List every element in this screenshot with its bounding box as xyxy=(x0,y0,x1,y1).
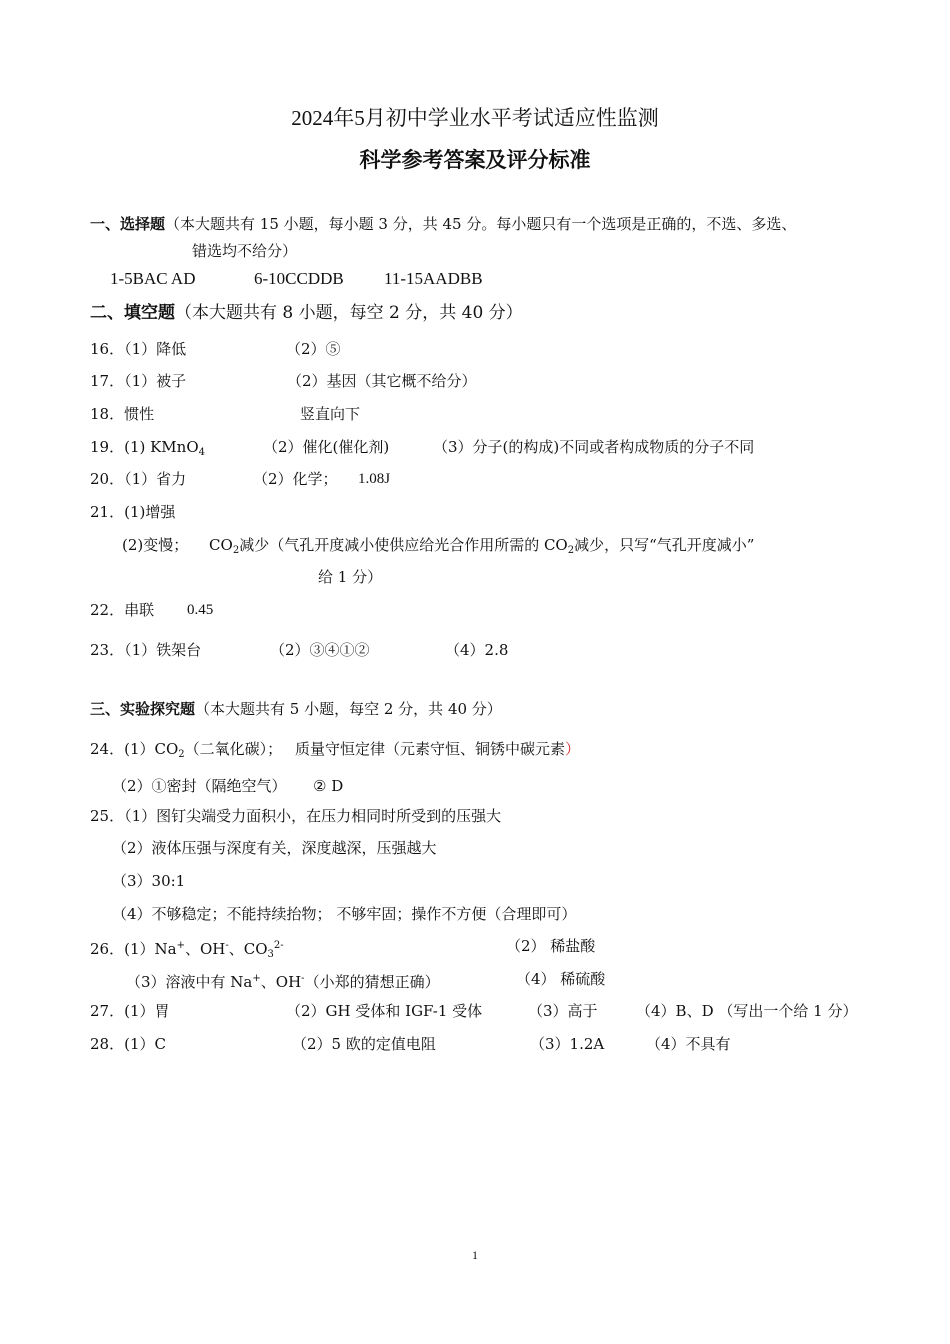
q19-formula-sub: 4 xyxy=(198,447,206,458)
q22-part1: 22．串联 xyxy=(90,601,155,619)
q19-part3: （3）分子(的构成)不同或者构成物质的分子不同 xyxy=(433,438,755,456)
q18-part1: 18．惯性 xyxy=(90,405,155,423)
q25-part1: 25．（1）图钉尖端受力面积小，在压力相同时所受到的压强大 xyxy=(90,807,502,825)
q26-part1 xyxy=(90,936,284,965)
q25-part3: （3）30:1 xyxy=(112,872,186,890)
q21-co2-text: CO xyxy=(209,536,233,554)
section2-heading: 二、填空题 xyxy=(90,303,175,323)
q24-law: 质量守恒定律（元素守恒、铜锈中碳元素 xyxy=(294,740,565,758)
q16-part1: 16．（1）降低 xyxy=(90,340,187,358)
q24-part2: （2）①密封（隔绝空气） xyxy=(112,777,287,795)
q26-na-sup: + xyxy=(176,940,185,951)
q25-part2: （2）液体压强与深度有关，深度越深，压强越大 xyxy=(112,839,437,857)
q17-part2: （2）基因（其它概不给分） xyxy=(287,372,477,390)
q21-part3: 给 1 分） xyxy=(318,568,383,586)
q23-part2: （2）③④①② xyxy=(270,641,370,659)
q21-co2-sub: 2 xyxy=(232,545,240,556)
q21-part1: 21．(1)增强 xyxy=(90,503,176,521)
q21-explanation: 减少（气孔开度减小使供应给光合作用所需的 CO xyxy=(239,536,568,554)
q21-part2: (2)变慢； xyxy=(122,536,189,554)
q26-c-text: （3）溶液中有 Na xyxy=(126,973,253,991)
q26-part3 xyxy=(126,969,440,992)
q24-co2: 24．(1）CO xyxy=(90,740,179,758)
q26-c-note: （小郑的猜想正确） xyxy=(304,973,440,991)
section1-note-1: （本大题共有 15 小题，每小题 3 分，共 45 分。每小题只有一个选项是正确的，不选、多选、 xyxy=(165,215,797,233)
q23-part1: 23．（1）铁架台 xyxy=(90,641,202,659)
q21-co2 xyxy=(209,536,239,554)
q24-part3: ② D xyxy=(313,777,344,795)
q26-na: 26．(1）Na xyxy=(90,940,177,958)
q25-part4: （4）不够稳定；不能持续抬物； 不够牢固；操作不方便（合理即可） xyxy=(112,905,577,923)
q28-part1: 28．(1）C xyxy=(90,1035,166,1053)
section2-heading-line xyxy=(90,303,523,323)
section1-answers-1: 1-5BAC AD xyxy=(110,269,196,288)
section3-note: （本大题共有 5 小题，每空 2 分，共 40 分） xyxy=(195,700,502,718)
section1-answers-3: 11-15AADBB xyxy=(384,269,483,288)
q20-part2: （2）化学； xyxy=(253,470,338,488)
q21-explanation-end: 减少，只写“气孔开度减小” xyxy=(574,536,755,554)
q28-part4: （4）不具有 xyxy=(646,1035,731,1053)
q26-c-oh-sup: - xyxy=(301,973,305,984)
section1-heading: 一、选择题 xyxy=(90,215,166,233)
q18-part2: 竖直向下 xyxy=(300,405,361,423)
q20-part3: 1.08J xyxy=(358,471,391,487)
q17-part1: 17．（1）被子 xyxy=(90,372,187,390)
q21-explanation-sub: 2 xyxy=(567,545,575,556)
q21-part2-line xyxy=(122,535,754,561)
q26-c-oh: 、OH xyxy=(260,973,302,991)
q28-part3: （3）1.2A xyxy=(530,1035,605,1053)
q24-co2-sub: 2 xyxy=(178,749,185,760)
q28-part2: （2）5 欧的定值电阻 xyxy=(292,1035,436,1053)
q22-part2: 0.45 xyxy=(187,602,214,618)
q19-formula: 19．(1) KMnO xyxy=(90,438,199,456)
q26-oh: 、OH xyxy=(184,940,226,958)
page-number: 1 xyxy=(472,1248,478,1262)
section3-heading: 三、实验探究题 xyxy=(90,700,196,718)
q24-part1 xyxy=(90,739,580,765)
q27-part4: （4）B、D （写出一个给 1 分） xyxy=(636,1002,858,1020)
q19-part2: （2）催化(催化剂) xyxy=(263,438,390,456)
q24-red-paren: ） xyxy=(564,740,580,758)
section1-heading-line xyxy=(90,214,796,234)
section3-heading-line xyxy=(90,699,502,719)
section2-note: （本大题共有 8 小题，每空 2 分，共 40 分） xyxy=(175,303,523,323)
section1-answers-2: 6-10CCDDB xyxy=(254,269,344,288)
q26-part2: （2） 稀盐酸 xyxy=(506,937,596,955)
q26-oh-sup: - xyxy=(225,940,229,951)
exam-title: 2024年5月初中学业水平考试适应性监测 xyxy=(291,106,659,130)
q26-co3-sup: 2- xyxy=(273,940,284,951)
section1-note-2: 错选均不给分） xyxy=(192,242,298,260)
q27-part3: （3）高于 xyxy=(528,1002,598,1020)
q16-part2: （2）⑤ xyxy=(286,340,341,358)
q26-c-na-sup: + xyxy=(252,973,261,984)
q26-part4: （4） 稀硫酸 xyxy=(516,970,606,988)
q24-co2-name: （二氧化碳）； xyxy=(184,740,283,758)
q23-part3: （4）2.8 xyxy=(445,641,509,659)
q20-part1: 20．（1）省力 xyxy=(90,470,187,488)
answer-key-subtitle: 科学参考答案及评分标准 xyxy=(359,148,591,172)
q26-co3: 、CO xyxy=(228,940,268,958)
q27-part1: 27．(1）胃 xyxy=(90,1002,170,1020)
q27-part2: （2）GH 受体和 IGF-1 受体 xyxy=(286,1002,483,1020)
q26-co3-sub: 3 xyxy=(267,949,274,960)
q19-part1 xyxy=(90,437,205,463)
